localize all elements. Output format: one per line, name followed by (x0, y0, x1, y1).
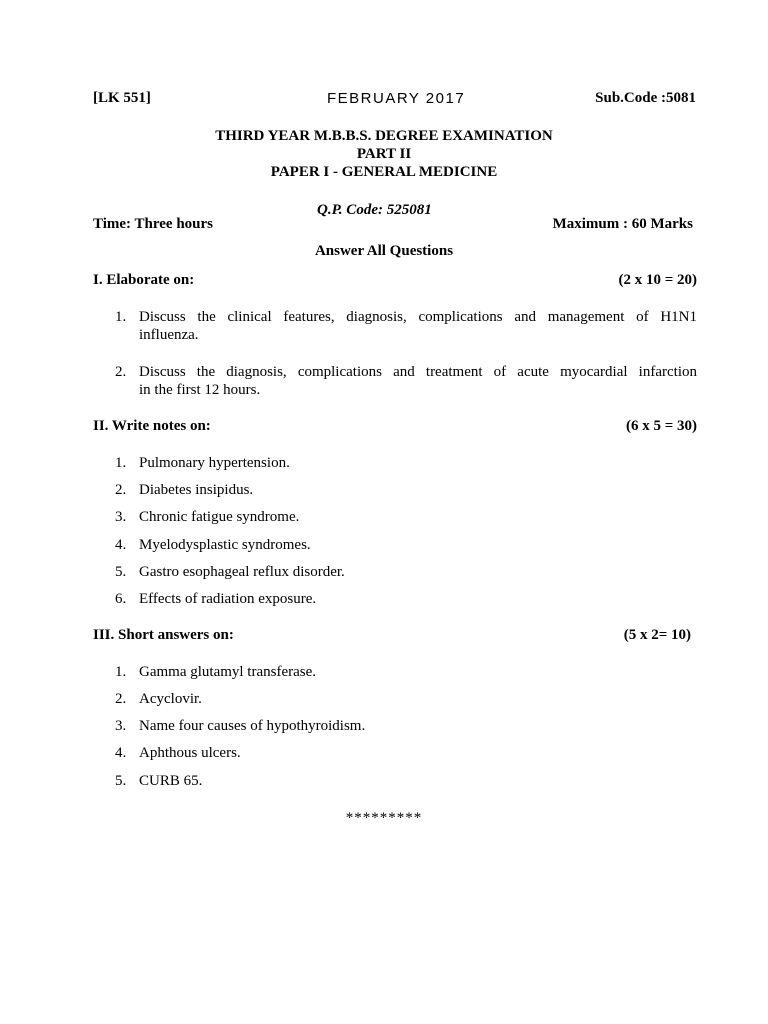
section-1-heading: I. Elaborate on: (93, 272, 195, 288)
question-text: Name four causes of hypothyroidism. (139, 718, 366, 734)
question-number: 5. (115, 564, 127, 580)
section-3-marks: (5 x 2= 10) (623, 627, 691, 643)
question-number: 4. (115, 537, 127, 553)
exam-part: PART II (356, 146, 412, 162)
question-text: Effects of radiation exposure. (139, 591, 317, 607)
question-number: 1. (115, 664, 127, 680)
maximum-marks: Maximum : 60 Marks (552, 216, 693, 232)
question-number: 1. (115, 309, 127, 325)
question-text: Gamma glutamyl transferase. (139, 664, 317, 680)
section-2-heading: II. Write notes on: (93, 418, 211, 434)
exam-title: THIRD YEAR M.B.B.S. DEGREE EXAMINATION (215, 128, 553, 144)
qp-code: Q.P. Code: 525081 (317, 202, 432, 218)
question-text: Discuss the clinical features, diagnosis, complications and management of H1N1 (139, 309, 697, 325)
question-number: 3. (115, 718, 127, 734)
question-number: 2. (115, 364, 127, 380)
question-number: 3. (115, 509, 127, 525)
question-text: Myelodysplastic syndromes. (139, 537, 311, 553)
question-number: 6. (115, 591, 127, 607)
question-text: Pulmonary hypertension. (139, 455, 290, 471)
question-text: Gastro esophageal reflux disorder. (139, 564, 345, 580)
paper-title: PAPER I - GENERAL MEDICINE (270, 164, 498, 180)
instruction: Answer All Questions (314, 243, 454, 259)
question-text: Discuss the diagnosis, complications and treatment of acute myocardial infarction (139, 364, 697, 380)
section-1-marks: (2 x 10 = 20) (618, 272, 697, 288)
question-text-continued: in the first 12 hours. (139, 382, 261, 398)
question-text-continued: influenza. (139, 327, 199, 343)
question-text: Diabetes insipidus. (139, 482, 254, 498)
exam-month: FEBRUARY 2017 (327, 90, 466, 107)
question-text: Aphthous ulcers. (139, 745, 241, 761)
question-number: 2. (115, 482, 127, 498)
sub-code: Sub.Code :5081 (595, 90, 696, 106)
question-number: 2. (115, 691, 127, 707)
question-number: 1. (115, 455, 127, 471)
question-text: CURB 65. (139, 773, 203, 789)
question-number: 5. (115, 773, 127, 789)
section-3-heading: III. Short answers on: (93, 627, 234, 643)
end-marker: ********* (345, 810, 423, 826)
paper-code: [LK 551] (93, 90, 151, 106)
question-text: Acyclovir. (139, 691, 202, 707)
question-number: 4. (115, 745, 127, 761)
section-2-marks: (6 x 5 = 30) (625, 418, 697, 434)
question-text: Chronic fatigue syndrome. (139, 509, 300, 525)
time-allowed: Time: Three hours (93, 216, 214, 232)
